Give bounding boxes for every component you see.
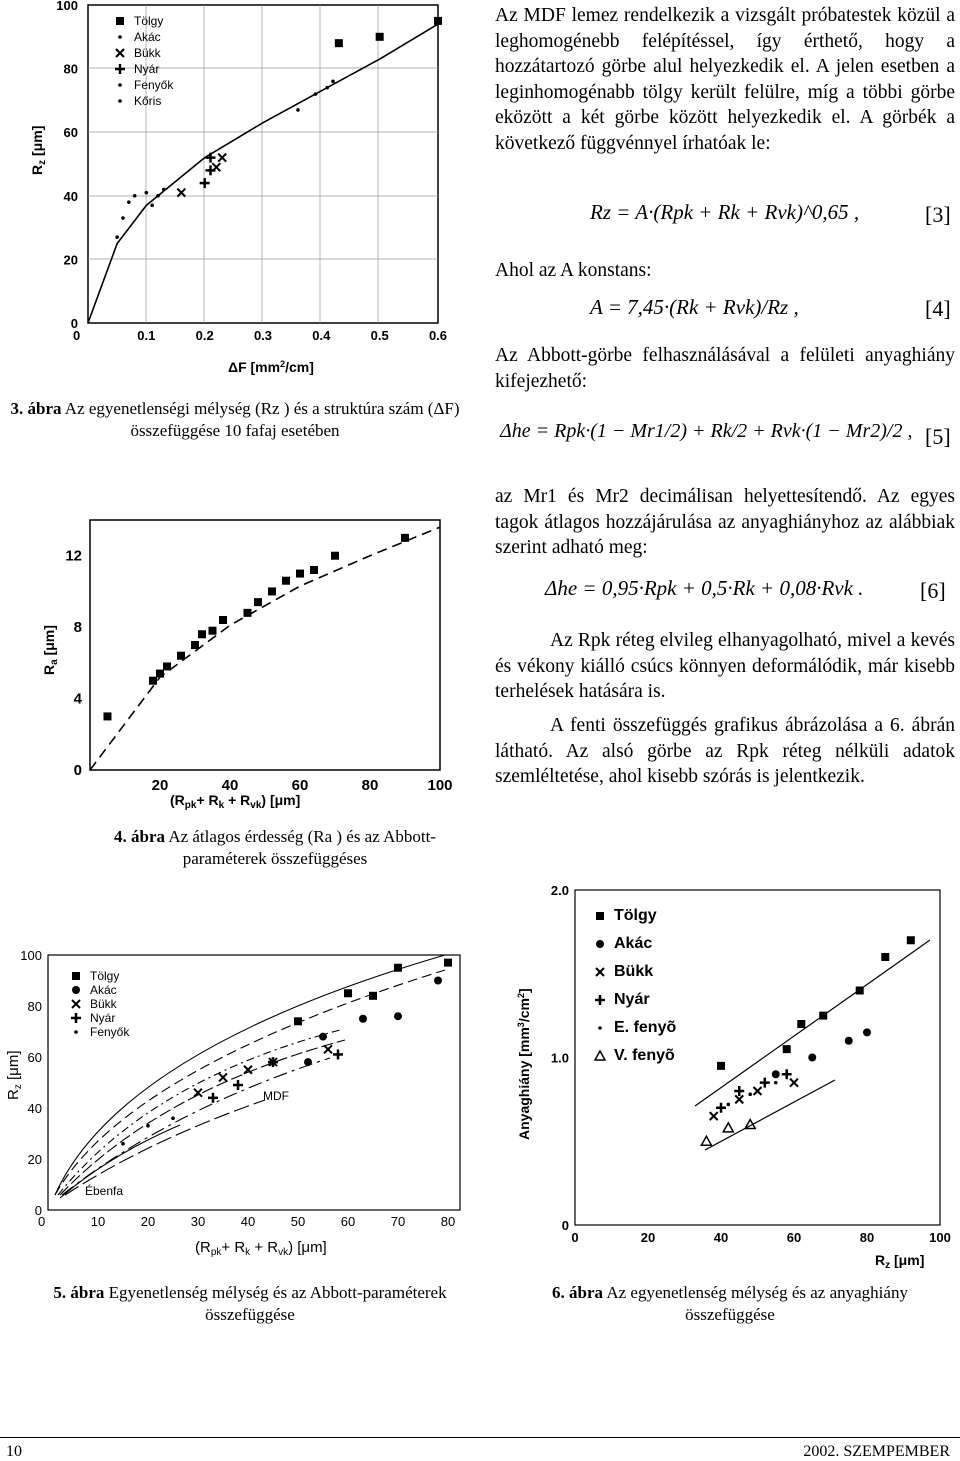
fig5-xlabel: $(R_{pk}+ R_k + R_{vk})$ [μm] [195,1239,327,1258]
fig4-point-1 [149,677,157,685]
fig3-y-tick-0: 0 [70,316,78,331]
fig5-legend-marker-0 [72,972,80,980]
eq5-text: Δhe = Rpk·(1 − Mr1/2) + Rk/2 + Rvk·(1 − Mr2)/2 , [500,420,913,442]
fig6-point-4-1 [748,1093,752,1097]
fig5-point-0-2 [369,992,377,1000]
fig5-curve-mdf [65,1100,265,1195]
fig6-y-tick-2.0: 2.0 [550,883,569,898]
fig5-number: 5. ábra [53,1283,105,1302]
fig5-x-origin: 0 [38,1214,46,1229]
fig4-x-tick-20: 20 [151,777,169,794]
fig4-y-tick-8: 8 [73,619,82,637]
fig6-point-3-2 [760,1078,770,1088]
fig3-point-0-1 [376,33,384,41]
equation-3-number: [3] [925,202,951,227]
fig4-y-tick-0: 0 [73,762,82,779]
paragraph-5: Az Rpk réteg elvileg elhanyagolható, mivel a kevés és vékony kiálló csúcs könnyen deformálódik, már kisebb terhelések hatására is. [495,630,955,702]
eq4-text: A = 7,45·(Rk + Rvk)/Rz , [590,295,799,319]
fig3-y-tick-40: 40 [63,188,78,204]
fig5-y-tick-40: 40 [27,1101,42,1116]
equation-4 [590,295,799,320]
journal-name: 2002. SZEMPEMBER [803,1443,950,1460]
fig4-point-2 [156,670,164,678]
equation-6-number: [6] [920,578,946,603]
fig3-point-1-1 [314,92,318,96]
fig6-caption-text: Az egyenetlenség mélység és az anyaghiány összefüggése [606,1283,908,1324]
fig3-x-tick-0.2: 0.2 [195,328,214,343]
fig3-point-5-0 [150,204,154,208]
fig4-point-13 [296,570,304,578]
fig6-point-1-1 [808,1054,816,1062]
fig5-x-tick-40: 40 [240,1214,256,1229]
fig3-point-4-0 [115,235,119,239]
fig5-y-tick-80: 80 [27,999,42,1014]
fig6-point-4-0 [727,1103,731,1107]
fig3-point-2-0 [177,189,185,197]
fig3-point-3-0 [200,178,210,188]
fig5-point-0-0 [294,1017,302,1025]
fig6-legend-label-3: Nyár [614,991,650,1008]
figure-3-chart [28,0,458,395]
fig5-point-3-1 [233,1080,243,1090]
fig6-point-5-0 [701,1136,711,1145]
fig4-x-tick-100: 100 [427,777,453,794]
fig4-point-14 [310,566,318,574]
fig5-x-tick-30: 30 [190,1214,206,1229]
figure-3-caption [10,398,460,442]
equation-6 [545,576,863,601]
fig3-point-1-2 [325,86,329,90]
fig5-point-1-0 [304,1058,312,1066]
fig6-ylabel: Anyaghiány $[mm^3/cm^2]$ [516,988,532,1140]
fig6-point-1-2 [845,1037,853,1045]
fig6-legend-label-2: Bükk [614,963,654,980]
fig4-caption-text: Az átlagos érdesség (Ra ) és az Abbott-paraméterek összefüggéses [168,827,436,868]
fig4-x-tick-80: 80 [361,777,379,794]
fig5-x-tick-50: 50 [290,1214,306,1229]
fig4-fit-curve [90,527,440,770]
fig6-point-0-2 [797,1020,805,1028]
fig6-x-tick-0: 0 [571,1230,579,1245]
equation-5-number: [5] [925,424,951,449]
fig5-point-2-4 [324,1045,332,1053]
fig5-legend-label-0: Tölgy [90,969,120,983]
fig3-point-4-2 [127,200,131,204]
fig3-x-tick-0.5: 0.5 [370,328,389,343]
fig6-fit-lower [705,1080,835,1150]
fig5-y-tick-100: 100 [20,948,42,963]
fig5-point-2-1 [219,1073,227,1081]
figure-4-chart [30,515,460,815]
fig4-point-5 [191,641,199,649]
fig5-point-4-2 [171,1116,175,1120]
fig3-point-5-2 [162,188,166,192]
fig6-legend-marker-3 [595,995,605,1005]
fig4-y-tick-4: 4 [73,690,82,708]
fig5-x-tick-10: 10 [90,1214,106,1229]
fig3-ylabel: $R_z$ [μm] [29,125,48,175]
fig3-x-origin: 0 [73,328,81,343]
fig6-legend-label-0: Tölgy [614,907,657,924]
fig5-legend-label-1: Akác [90,983,117,997]
fig5-legend-marker-3 [71,1013,81,1023]
fig6-y-tick-1.0: 1.0 [550,1050,569,1066]
fig4-point-16 [401,534,409,542]
fig3-legend-marker-1 [118,35,122,39]
fig6-legend-marker-5 [595,1051,605,1060]
fig3-legend-label-2: Bükk [134,46,161,60]
fig6-legend-marker-2 [596,968,604,976]
fig5-legend-label-3: Nyár [90,1011,116,1025]
fig4-x-tick-60: 60 [291,777,309,794]
fig3-y-tick-20: 20 [63,252,78,268]
fig5-point-3-3 [333,1049,343,1059]
fig6-legend-label-5: V. fenyõ [614,1047,675,1064]
fig6-point-2-1 [735,1095,743,1103]
equation-5 [500,420,912,443]
fig6-x-tick-40: 40 [713,1230,729,1245]
fig4-plot-frame [90,520,440,770]
fig5-x-tick-70: 70 [390,1214,406,1229]
eq3-text: Rz = A·(Rpk + Rk + Rvk)^0,65 , [590,200,860,224]
fig3-point-4-4 [145,191,149,195]
fig3-point-1-0 [296,108,300,112]
fig6-x-tick-20: 20 [640,1230,656,1245]
fig3-point-5-1 [156,194,160,198]
fig5-x-tick-20: 20 [140,1214,156,1229]
fig3-caption-text: Az egyenetlenségi mélység (Rz ) és a struktúra szám (ΔF) összefüggése 10 fafaj esetében [64,399,460,440]
fig5-legend-marker-1 [72,986,80,994]
figure-6-chart [505,880,955,1270]
fig4-xlabel: $(R_{pk}+ R_k + R_{vk})$ [μm] [170,792,301,811]
figure-4-caption [90,826,460,870]
equation-3 [590,200,859,225]
fig6-xlabel: $R_z$ [μm] [875,1252,925,1270]
fig6-point-1-3 [863,1028,871,1036]
fig6-x-tick-60: 60 [786,1230,802,1245]
figure-6-caption [520,1282,940,1326]
fig6-point-0-6 [907,936,915,944]
fig5-ylabel: $R_z$ [μm] [5,1050,24,1100]
fig5-x-tick-80: 80 [440,1214,456,1229]
fig5-y-tick-20: 20 [27,1152,42,1167]
fig5-annotation-mdf: MDF [263,1089,289,1103]
fig3-point-2-2 [218,154,226,162]
fig3-point-0-0 [335,39,343,47]
fig3-xlabel: ΔF $[mm^2/cm]$ [228,359,314,375]
fig3-x-tick-0.3: 0.3 [253,328,273,343]
eq6-text: Δhe = 0,95·Rpk + 0,5·Rk + 0,08·Rvk . [545,576,864,600]
fig5-caption-text: Egyenetlenség mélység és az Abbott-paraméterek összefüggése [108,1283,447,1324]
equation-4-number: [4] [925,296,951,321]
fig4-x-tick-40: 40 [221,777,239,794]
fig6-point-3-3 [782,1069,792,1079]
fig3-point-4-1 [121,216,125,220]
fig3-number: 3. ábra [10,399,62,418]
fig3-legend-label-1: Akác [134,30,161,44]
fig3-legend-label-0: Tölgy [134,14,164,28]
paragraph-4: az Mr1 és Mr2 decimálisan helyettesítendő. Az egyes tagok átlagos hozzájárulása az anyaghiányhoz az alábbiak szerint adható meg: [495,486,955,558]
fig6-point-2-0 [710,1112,718,1120]
fig4-number: 4. ábra [114,827,165,846]
fig6-fit-upper [695,940,930,1106]
fig4-y-tick-12: 12 [65,547,82,565]
fig4-point-6 [198,630,206,638]
fig6-legend-marker-0 [596,912,604,920]
fig4-point-10 [254,598,262,606]
fig3-point-0-2 [434,17,442,25]
fig6-point-5-1 [723,1123,733,1132]
fig3-x-tick-0.6: 0.6 [428,328,448,343]
fig5-legend-label-2: Bükk [90,997,117,1011]
fig4-point-8 [219,616,227,624]
fig5-point-1-2 [359,1015,367,1023]
fig6-x-tick-100: 100 [929,1230,951,1245]
fig6-point-0-4 [856,987,864,995]
fig6-point-0-5 [881,953,889,961]
fig6-point-3-0 [716,1103,726,1113]
fig5-point-0-3 [394,964,402,972]
fig6-legend-label-1: Akác [614,935,653,952]
paragraph-2: Ahol az A konstans: [495,260,652,281]
fig3-legend-marker-2 [116,49,124,57]
fig5-point-1-4 [434,977,442,985]
fig3-y-tick-60: 60 [63,125,78,141]
fig3-y-tick-80: 80 [63,61,78,77]
fig5-x-tick-60: 60 [340,1214,356,1229]
fig6-point-3-1 [734,1086,744,1096]
fig5-y-tick-60: 60 [27,1050,42,1065]
fig5-legend-marker-2 [72,1000,80,1008]
fig5-point-4-0 [121,1142,125,1146]
figure-5-caption [40,1282,460,1326]
fig5-point-3-0 [208,1093,218,1103]
fig6-point-0-1 [783,1045,791,1053]
fig3-point-3-1 [206,165,216,175]
fig4-point-12 [282,577,290,585]
fig6-point-0-0 [717,1062,725,1070]
fig6-legend-marker-4 [598,1026,602,1030]
fig3-legend-label-3: Nyár [134,62,160,76]
fig3-point-3-2 [206,153,216,163]
fig3-y-tick-100: 100 [56,0,78,13]
paragraph-6: A fenti összefüggés grafikus ábrázolása a 6. ábrán látható. Az alsó görbe az Rpk réteg nélküli adatok szemléltetése, ahol kisebb szórás is jelentkezik. [495,715,955,787]
fig4-ylabel: $R_a$ [μm] [41,625,60,675]
fig5-y-tick-0: 0 [34,1203,42,1218]
fig6-point-1-0 [772,1070,780,1078]
fig5-point-4-1 [146,1124,150,1128]
fig6-point-4-2 [774,1081,778,1085]
fig3-legend-label-4: Fenyők [134,78,174,92]
fig3-legend-marker-5 [118,99,122,103]
fig3-legend-marker-0 [116,17,124,25]
figure-5-chart [0,940,470,1270]
fig6-number: 6. ábra [552,1283,604,1302]
footer-rule [0,1437,960,1438]
fig3-legend-marker-4 [118,83,122,87]
fig3-point-1-3 [331,80,335,84]
fig5-point-1-3 [394,1012,402,1020]
fig4-point-7 [209,627,217,635]
fig5-point-0-4 [444,959,452,967]
fig5-legend-label-4: Fenyők [90,1025,130,1039]
fig6-point-0-3 [819,1012,827,1020]
fig4-point-15 [331,552,339,560]
fig6-point-2-3 [790,1079,798,1087]
fig5-point-1-1 [319,1033,327,1041]
fig4-point-0 [104,712,112,720]
fig3-x-tick-0.4: 0.4 [312,328,331,343]
fig4-point-11 [268,587,276,595]
fig6-fitlines [695,940,930,1150]
paragraph-3: Az Abbott-görbe felhasználásával a felületi anyaghiány kifejezhető: [495,345,955,392]
fig6-y-tick-0: 0 [561,1218,569,1233]
fig5-legend-marker-4 [74,1030,78,1034]
page-number: 10 [6,1443,22,1460]
fig3-legend-marker-3 [115,64,125,74]
fig6-point-2-2 [754,1087,762,1095]
fig4-point-4 [177,652,185,660]
fig3-point-4-3 [133,194,137,198]
paragraph-1: Az MDF lemez rendelkezik a vizsgált próbatestek közül a leghomogénebb felépítéssel, így érthető, hogy a hozzátartozó görbe alul helyezkedik el. A jelen esetben a leginhomogénabb tölgy került felülre, míg a többi görbe eközött a két görbe között helyezkedik el. A görbék a következő függvénnyel írhatóak le: [495,5,955,154]
fig6-x-tick-80: 80 [859,1230,875,1245]
fig6-legend-label-4: E. fenyõ [614,1019,677,1036]
fig4-point-3 [163,662,171,670]
fig5-point-0-1 [344,989,352,997]
fig5-annotation-ebenfa: Ébenfa [85,1184,124,1198]
fig6-legend-marker-1 [596,940,604,948]
fig3-legend-label-5: Kőris [134,94,162,108]
fig4-point-9 [244,609,252,617]
fig3-x-tick-0.1: 0.1 [137,328,156,343]
